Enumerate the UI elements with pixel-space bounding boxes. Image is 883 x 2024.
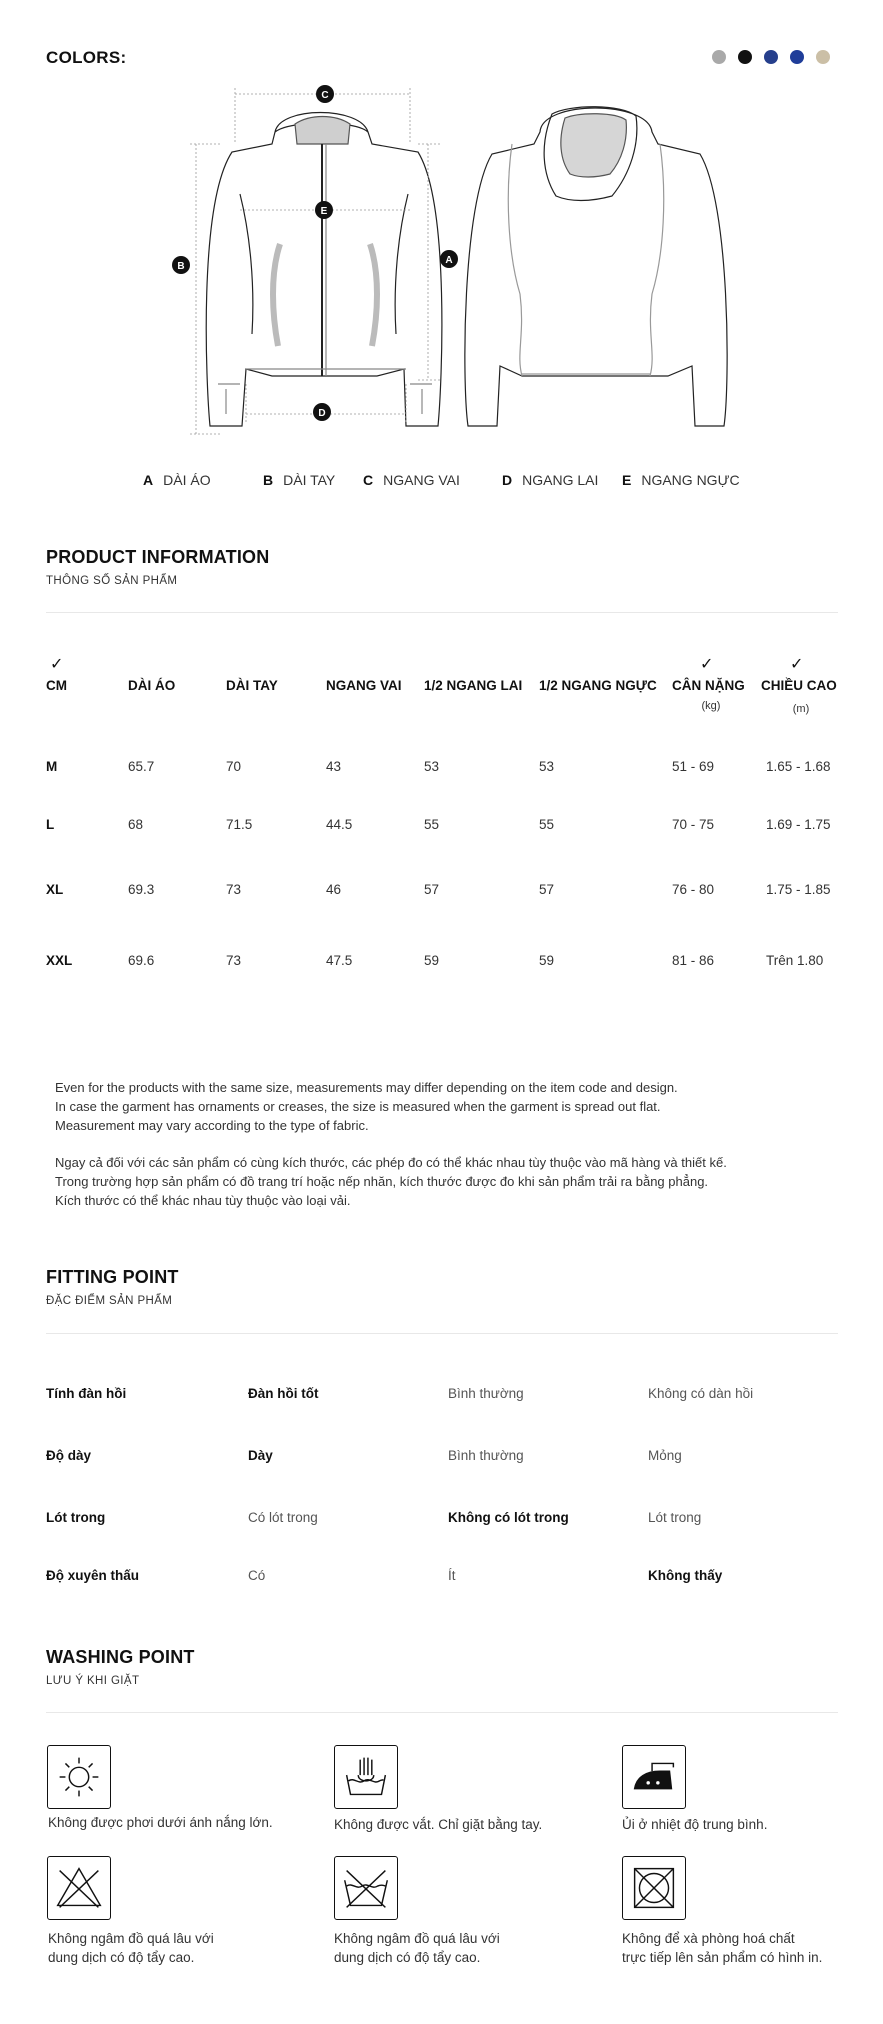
- note-line: Measurement may vary according to the type of fabric.: [55, 1118, 369, 1133]
- unit-label: (kg): [701, 700, 721, 712]
- table-cell: 65.7: [128, 759, 155, 774]
- fit-label: Lót trong: [46, 1510, 106, 1525]
- table-cell: 44.5: [326, 817, 353, 832]
- table-cell: 51 - 69: [672, 759, 715, 774]
- fit-option: Mỏng: [648, 1448, 682, 1463]
- table-cell: 1.69 - 1.75: [766, 817, 831, 832]
- fitting-title: FITTING POINT: [46, 1267, 179, 1287]
- note-line: Even for the products with the same size, measurements may differ depending on the item code and design.: [55, 1080, 678, 1095]
- no-sun-icon: [47, 1745, 111, 1809]
- no-bleach-icon: [47, 1856, 111, 1920]
- notes-en: [55, 1078, 678, 1135]
- product-info-subtitle: THÔNG SỐ SẢN PHẨM: [46, 575, 178, 587]
- table-cell: 59: [424, 953, 440, 968]
- note-line: Ngay cả đối với các sản phẩm có cùng kích thước, các phép đo có thể khác nhau tùy thuộc vào mã hàng và thiết kế.: [55, 1155, 727, 1170]
- table-cell: 70: [226, 759, 242, 774]
- wash-text: Không ngâm đồ quá lâu với dung dịch có độ tẩy cao.: [48, 1931, 214, 1965]
- note-line: Trong trường hợp sản phẩm có đồ trang trí hoặc nếp nhăn, kích thước được đo khi sản phẩm trải ra bằng phẳng.: [55, 1174, 709, 1189]
- color-swatch[interactable]: [816, 50, 830, 64]
- measurement-legend: [0, 472, 883, 494]
- table-cell: 70 - 75: [672, 817, 715, 832]
- col-header: CHIỀU CAO: [761, 678, 837, 693]
- table-cell: 69.6: [128, 953, 155, 968]
- color-swatch[interactable]: [738, 50, 752, 64]
- marker-a: A: [445, 255, 453, 266]
- table-cell: 1.65 - 1.68: [766, 759, 831, 774]
- table-cell: 55: [424, 817, 440, 832]
- check-icon: ✓: [790, 656, 804, 673]
- wash-text: Không để xà phòng hoá chất trực tiếp lên sản phẩm có hình in.: [622, 1931, 823, 1965]
- table-cell: 47.5: [326, 953, 353, 968]
- fit-label: Tính đàn hồi: [46, 1386, 127, 1401]
- table-cell: Trên 1.80: [766, 953, 824, 968]
- marker-d: D: [318, 408, 326, 419]
- col-header: CM: [46, 678, 67, 693]
- legend-item-b: B DÀI TAY: [263, 472, 336, 488]
- divider: [46, 1333, 838, 1334]
- legend-item-c: C NGANG VAI: [363, 472, 460, 488]
- col-header: 1/2 NGANG LAI: [424, 678, 523, 693]
- unit-label: (m): [792, 703, 810, 715]
- marker-e: E: [320, 206, 328, 217]
- check-icon: ✓: [50, 656, 64, 673]
- table-cell: 68: [128, 817, 144, 832]
- note-line: In case the garment has ornaments or creases, the size is measured when the garment is spread out flat.: [55, 1099, 661, 1114]
- table-cell: 53: [539, 759, 555, 774]
- marker-c: C: [321, 90, 329, 101]
- legend-item-e: E NGANG NGỰC: [622, 472, 740, 488]
- col-header: CÂN NẶNG: [672, 678, 745, 693]
- table-cell: M: [46, 759, 58, 774]
- table-cell: 69.3: [128, 882, 155, 897]
- table-cell: XL: [46, 882, 64, 897]
- table-cell: L: [46, 817, 55, 832]
- fit-option: Bình thường: [448, 1448, 524, 1463]
- colors-title: COLORS:: [46, 48, 127, 67]
- table-cell: 73: [226, 882, 242, 897]
- col-header: DÀI ÁO: [128, 678, 176, 693]
- fit-label: Độ xuyên thấu: [46, 1568, 140, 1583]
- table-cell: 76 - 80: [672, 882, 715, 897]
- washing-subtitle: LƯU Ý KHI GIẶT: [46, 1675, 140, 1687]
- fit-option: Có: [248, 1568, 266, 1583]
- washing-title: WASHING POINT: [46, 1647, 195, 1667]
- fit-option: Bình thường: [448, 1386, 524, 1401]
- front-hoodie-outline: [206, 113, 442, 427]
- wash-text: Không được vắt. Chỉ giặt bằng tay.: [334, 1817, 543, 1832]
- fit-option: Có lót trong: [248, 1510, 318, 1525]
- fit-option: Ít: [448, 1568, 456, 1583]
- divider: [46, 612, 838, 613]
- wash-text: Ủi ở nhiệt độ trung bình.: [622, 1817, 768, 1832]
- table-cell: 43: [326, 759, 342, 774]
- no-soak-icon: [334, 1856, 398, 1920]
- color-swatch[interactable]: [764, 50, 778, 64]
- table-cell: 1.75 - 1.85: [766, 882, 831, 897]
- fit-option: Không thấy: [648, 1568, 723, 1583]
- divider: [46, 1712, 838, 1713]
- table-cell: 46: [326, 882, 342, 897]
- fitting-subtitle: ĐẶC ĐIỂM SẢN PHẨM: [46, 1295, 173, 1307]
- table-cell: 53: [424, 759, 440, 774]
- fit-option: Dày: [248, 1448, 273, 1463]
- table-cell: XXL: [46, 953, 73, 968]
- notes-vi: [55, 1153, 727, 1210]
- fit-option: Đàn hồi tốt: [248, 1386, 319, 1401]
- no-tumble-dry-icon: [622, 1856, 686, 1920]
- product-info-title: PRODUCT INFORMATION: [46, 547, 270, 567]
- table-cell: 55: [539, 817, 555, 832]
- table-cell: 59: [539, 953, 555, 968]
- table-cell: 57: [424, 882, 440, 897]
- wash-text: Không được phơi dưới ánh nắng lớn.: [48, 1815, 273, 1830]
- color-swatch[interactable]: [712, 50, 726, 64]
- legend-item-a: A DÀI ÁO: [143, 472, 211, 488]
- col-header: 1/2 NGANG NGỰC: [539, 678, 657, 693]
- table-cell: 73: [226, 953, 242, 968]
- fit-label: Độ dày: [46, 1448, 92, 1463]
- garment-measurement-diagram: [160, 84, 730, 444]
- fit-option: Không có dàn hồi: [648, 1386, 754, 1401]
- marker-b: B: [177, 261, 185, 272]
- check-icon: ✓: [700, 656, 714, 673]
- col-header: DÀI TAY: [226, 678, 278, 693]
- table-cell: 71.5: [226, 817, 253, 832]
- wash-text: Không ngâm đồ quá lâu với dung dịch có độ tẩy cao.: [334, 1931, 500, 1965]
- iron-medium-icon: [622, 1745, 686, 1809]
- fit-option: Lót trong: [648, 1510, 702, 1525]
- col-header: NGANG VAI: [326, 678, 402, 693]
- hand-wash-icon: [334, 1745, 398, 1809]
- color-swatch[interactable]: [790, 50, 804, 64]
- table-cell: 57: [539, 882, 555, 897]
- note-line: Kích thước có thể khác nhau tùy thuộc vào loại vải.: [55, 1193, 351, 1208]
- color-swatches: [712, 50, 842, 64]
- table-cell: 81 - 86: [672, 953, 715, 968]
- fit-option: Không có lót trong: [448, 1510, 569, 1525]
- legend-item-d: D NGANG LAI: [502, 472, 599, 488]
